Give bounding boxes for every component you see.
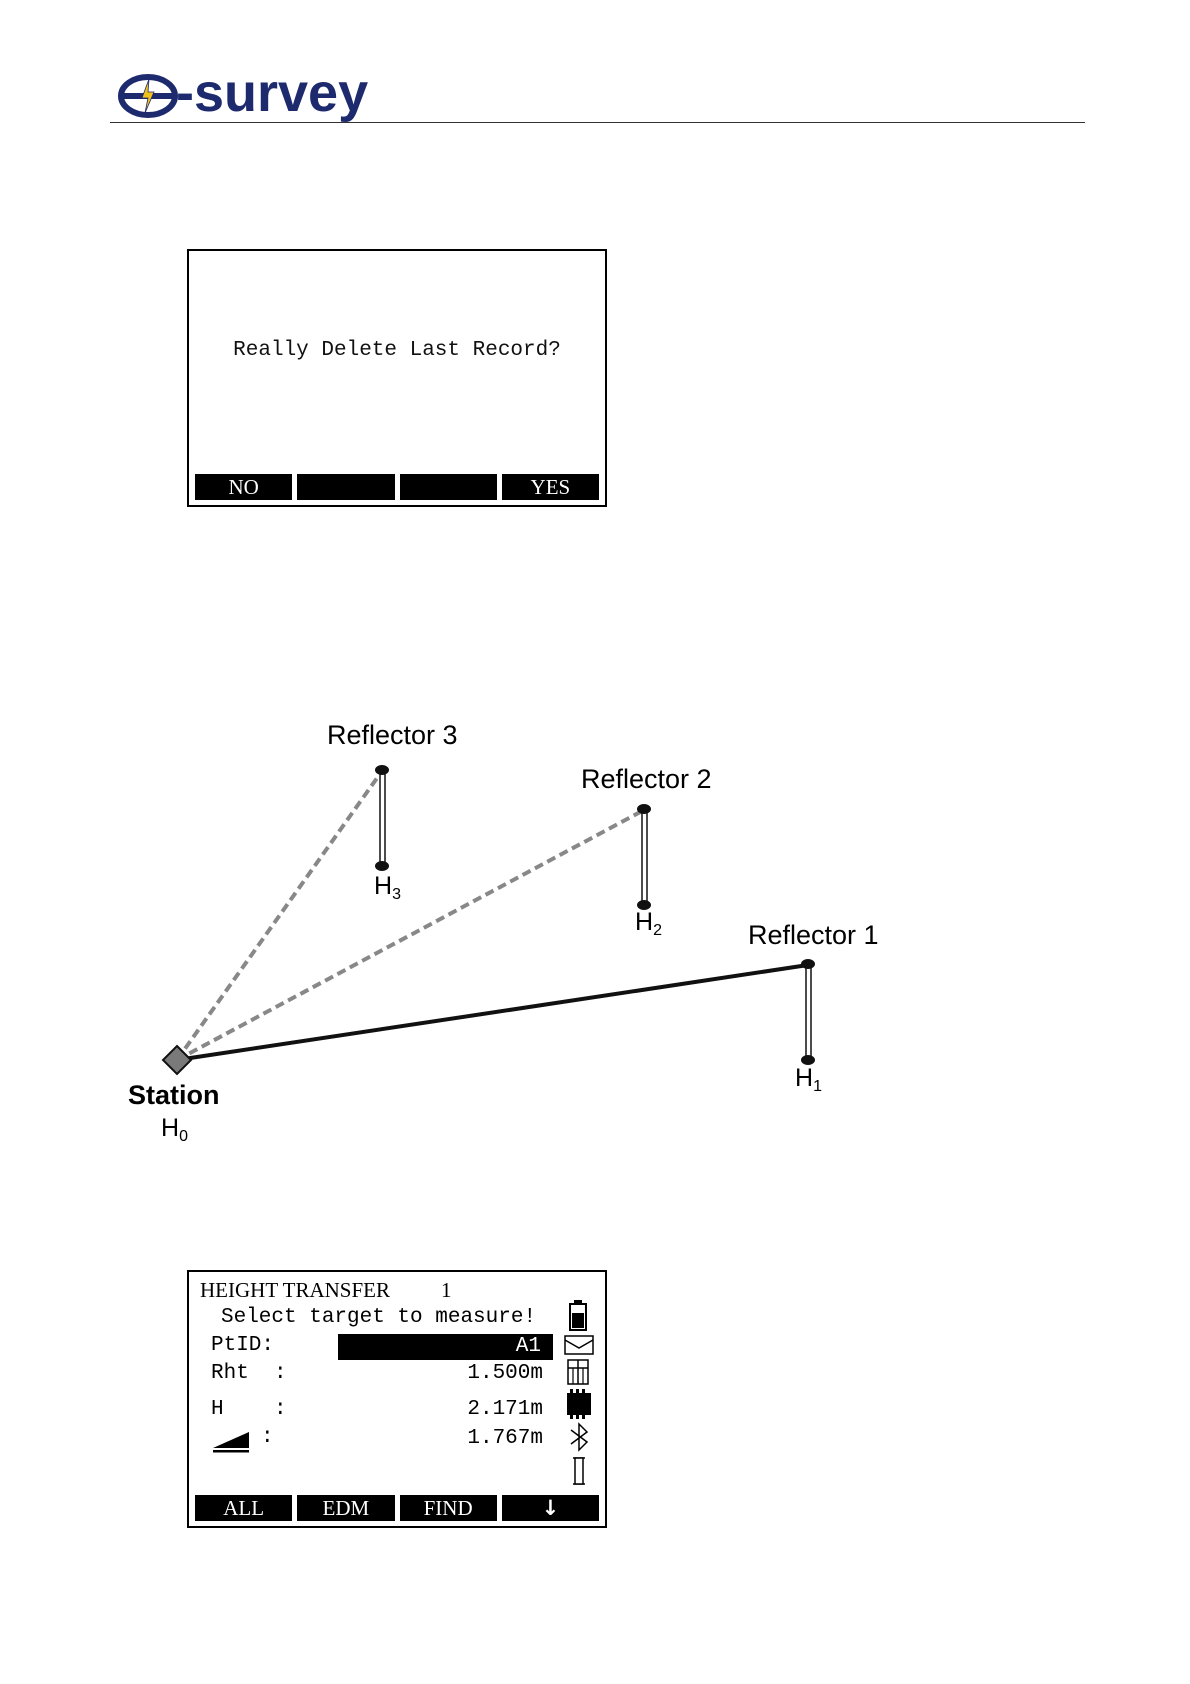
blank-softkey-2[interactable]	[297, 474, 394, 500]
slope-distance-value: 1.767m	[467, 1427, 543, 1450]
memory-card-icon	[567, 1389, 591, 1419]
ptid-input[interactable]: A1	[338, 1334, 553, 1360]
compensator-icon	[573, 1458, 585, 1484]
rht-value: 1.500m	[467, 1362, 543, 1385]
h3-label: $H_3$	[374, 872, 401, 903]
reflector-2-label: Reflector 2	[581, 764, 712, 794]
h1-label: $H_1$	[795, 1064, 822, 1095]
reflector-1-pole	[801, 959, 815, 1065]
edm-button[interactable]: EDM	[297, 1495, 394, 1521]
page-number: 1	[441, 1278, 452, 1302]
station-marker	[163, 1046, 191, 1074]
sight-line-reflector-1	[177, 965, 808, 1060]
page-down-button[interactable]: ↓	[502, 1495, 599, 1521]
h2-label: $H_2$	[635, 908, 662, 939]
slope-distance-label: :	[261, 1426, 274, 1449]
screen-title: HEIGHT TRANSFER	[200, 1278, 390, 1302]
find-button[interactable]: FIND	[400, 1495, 497, 1521]
battery-icon	[570, 1300, 586, 1330]
target-icon	[568, 1360, 588, 1384]
no-button[interactable]: NO	[195, 474, 292, 500]
height-transfer-screen	[187, 1270, 607, 1528]
logo-text: -survey	[176, 63, 369, 123]
prism-icon	[565, 1336, 593, 1354]
softkey-bar	[195, 1495, 599, 1521]
reflector-1-label: Reflector 1	[748, 920, 879, 950]
reflector-2-pole	[637, 804, 651, 910]
bluetooth-icon	[571, 1424, 587, 1450]
all-button[interactable]: ALL	[195, 1495, 292, 1521]
sight-line-reflector-2	[177, 810, 644, 1060]
h-label: H :	[211, 1398, 287, 1421]
yes-button[interactable]: YES	[502, 474, 599, 500]
softkey-bar	[195, 474, 599, 500]
rht-label: Rht :	[211, 1362, 287, 1385]
sight-line-reflector-3	[177, 771, 382, 1060]
height-transfer-diagram	[0, 700, 1190, 1160]
header-rule	[110, 122, 1085, 123]
h0-label: $H_0$	[161, 1114, 188, 1145]
instruction-text: Select target to measure!	[221, 1306, 537, 1329]
h-value: 2.171m	[467, 1398, 543, 1421]
status-icon-column	[563, 1300, 595, 1490]
reflector-3-label: Reflector 3	[327, 720, 458, 750]
delete-record-dialog	[187, 249, 607, 507]
blank-softkey-3[interactable]	[400, 474, 497, 500]
delete-prompt: Really Delete Last Record?	[233, 339, 561, 362]
e-survey-logo-mark-icon	[118, 74, 178, 118]
ptid-label: PtID:	[211, 1334, 275, 1357]
station-label: Station	[128, 1080, 220, 1110]
slope-distance-icon	[211, 1428, 253, 1454]
